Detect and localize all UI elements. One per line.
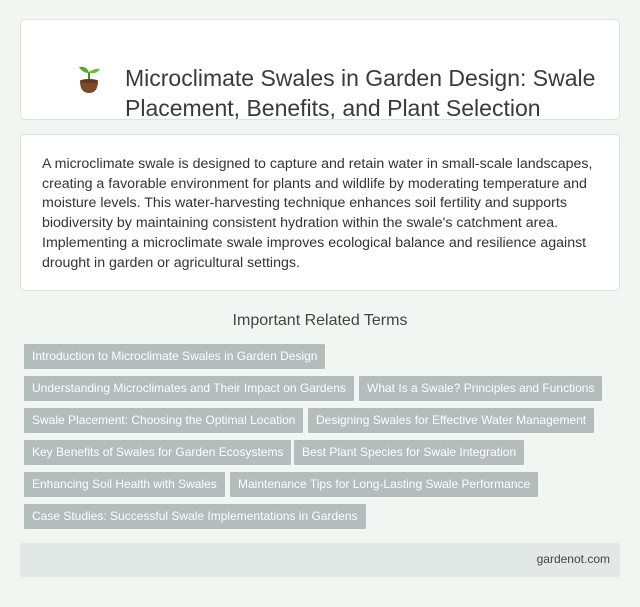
page-title: Microclimate Swales in Garden Design: Swale Placement, Benefits, and Plant Selection — [125, 65, 596, 121]
related-term-tag[interactable]: Case Studies: Successful Swale Implementations in Gardens — [24, 504, 366, 529]
related-term-tag[interactable]: Enhancing Soil Health with Swales — [24, 472, 225, 497]
site-link[interactable]: gardenot.com — [536, 552, 610, 566]
title-card — [20, 19, 620, 120]
related-terms-heading: Important Related Terms — [232, 312, 408, 329]
footer — [20, 543, 620, 577]
related-term-tag[interactable]: Understanding Microclimates and Their Impact on Gardens — [24, 376, 354, 401]
related-term-tag[interactable]: Designing Swales for Effective Water Management — [308, 408, 594, 433]
description-card — [20, 134, 620, 291]
related-term-tag[interactable]: Best Plant Species for Swale Integration — [294, 440, 524, 465]
related-term-tag[interactable]: Introduction to Microclimate Swales in Garden Design — [24, 344, 325, 369]
related-term-tag[interactable]: What Is a Swale? Principles and Functions — [359, 376, 602, 401]
description-text: A microclimate swale is designed to capture and retain water in small-scale landscapes, creating a favorable environment for plants and wildlife by moderating temperature and moisture levels. This water-harvesting technique enhances soil fertility and supports biodiversity by maintaining consistent hydration within the swale's catchment area. Implementing a microclimate swale improves ecological balance and resilience against drought in garden or agricultural settings. — [42, 156, 593, 271]
seedling-icon — [76, 64, 102, 94]
related-term-tag[interactable]: Maintenance Tips for Long-Lasting Swale Performance — [230, 472, 538, 497]
related-term-tag[interactable]: Swale Placement: Choosing the Optimal Location — [24, 408, 303, 433]
related-term-tag[interactable]: Key Benefits of Swales for Garden Ecosystems — [24, 440, 291, 465]
